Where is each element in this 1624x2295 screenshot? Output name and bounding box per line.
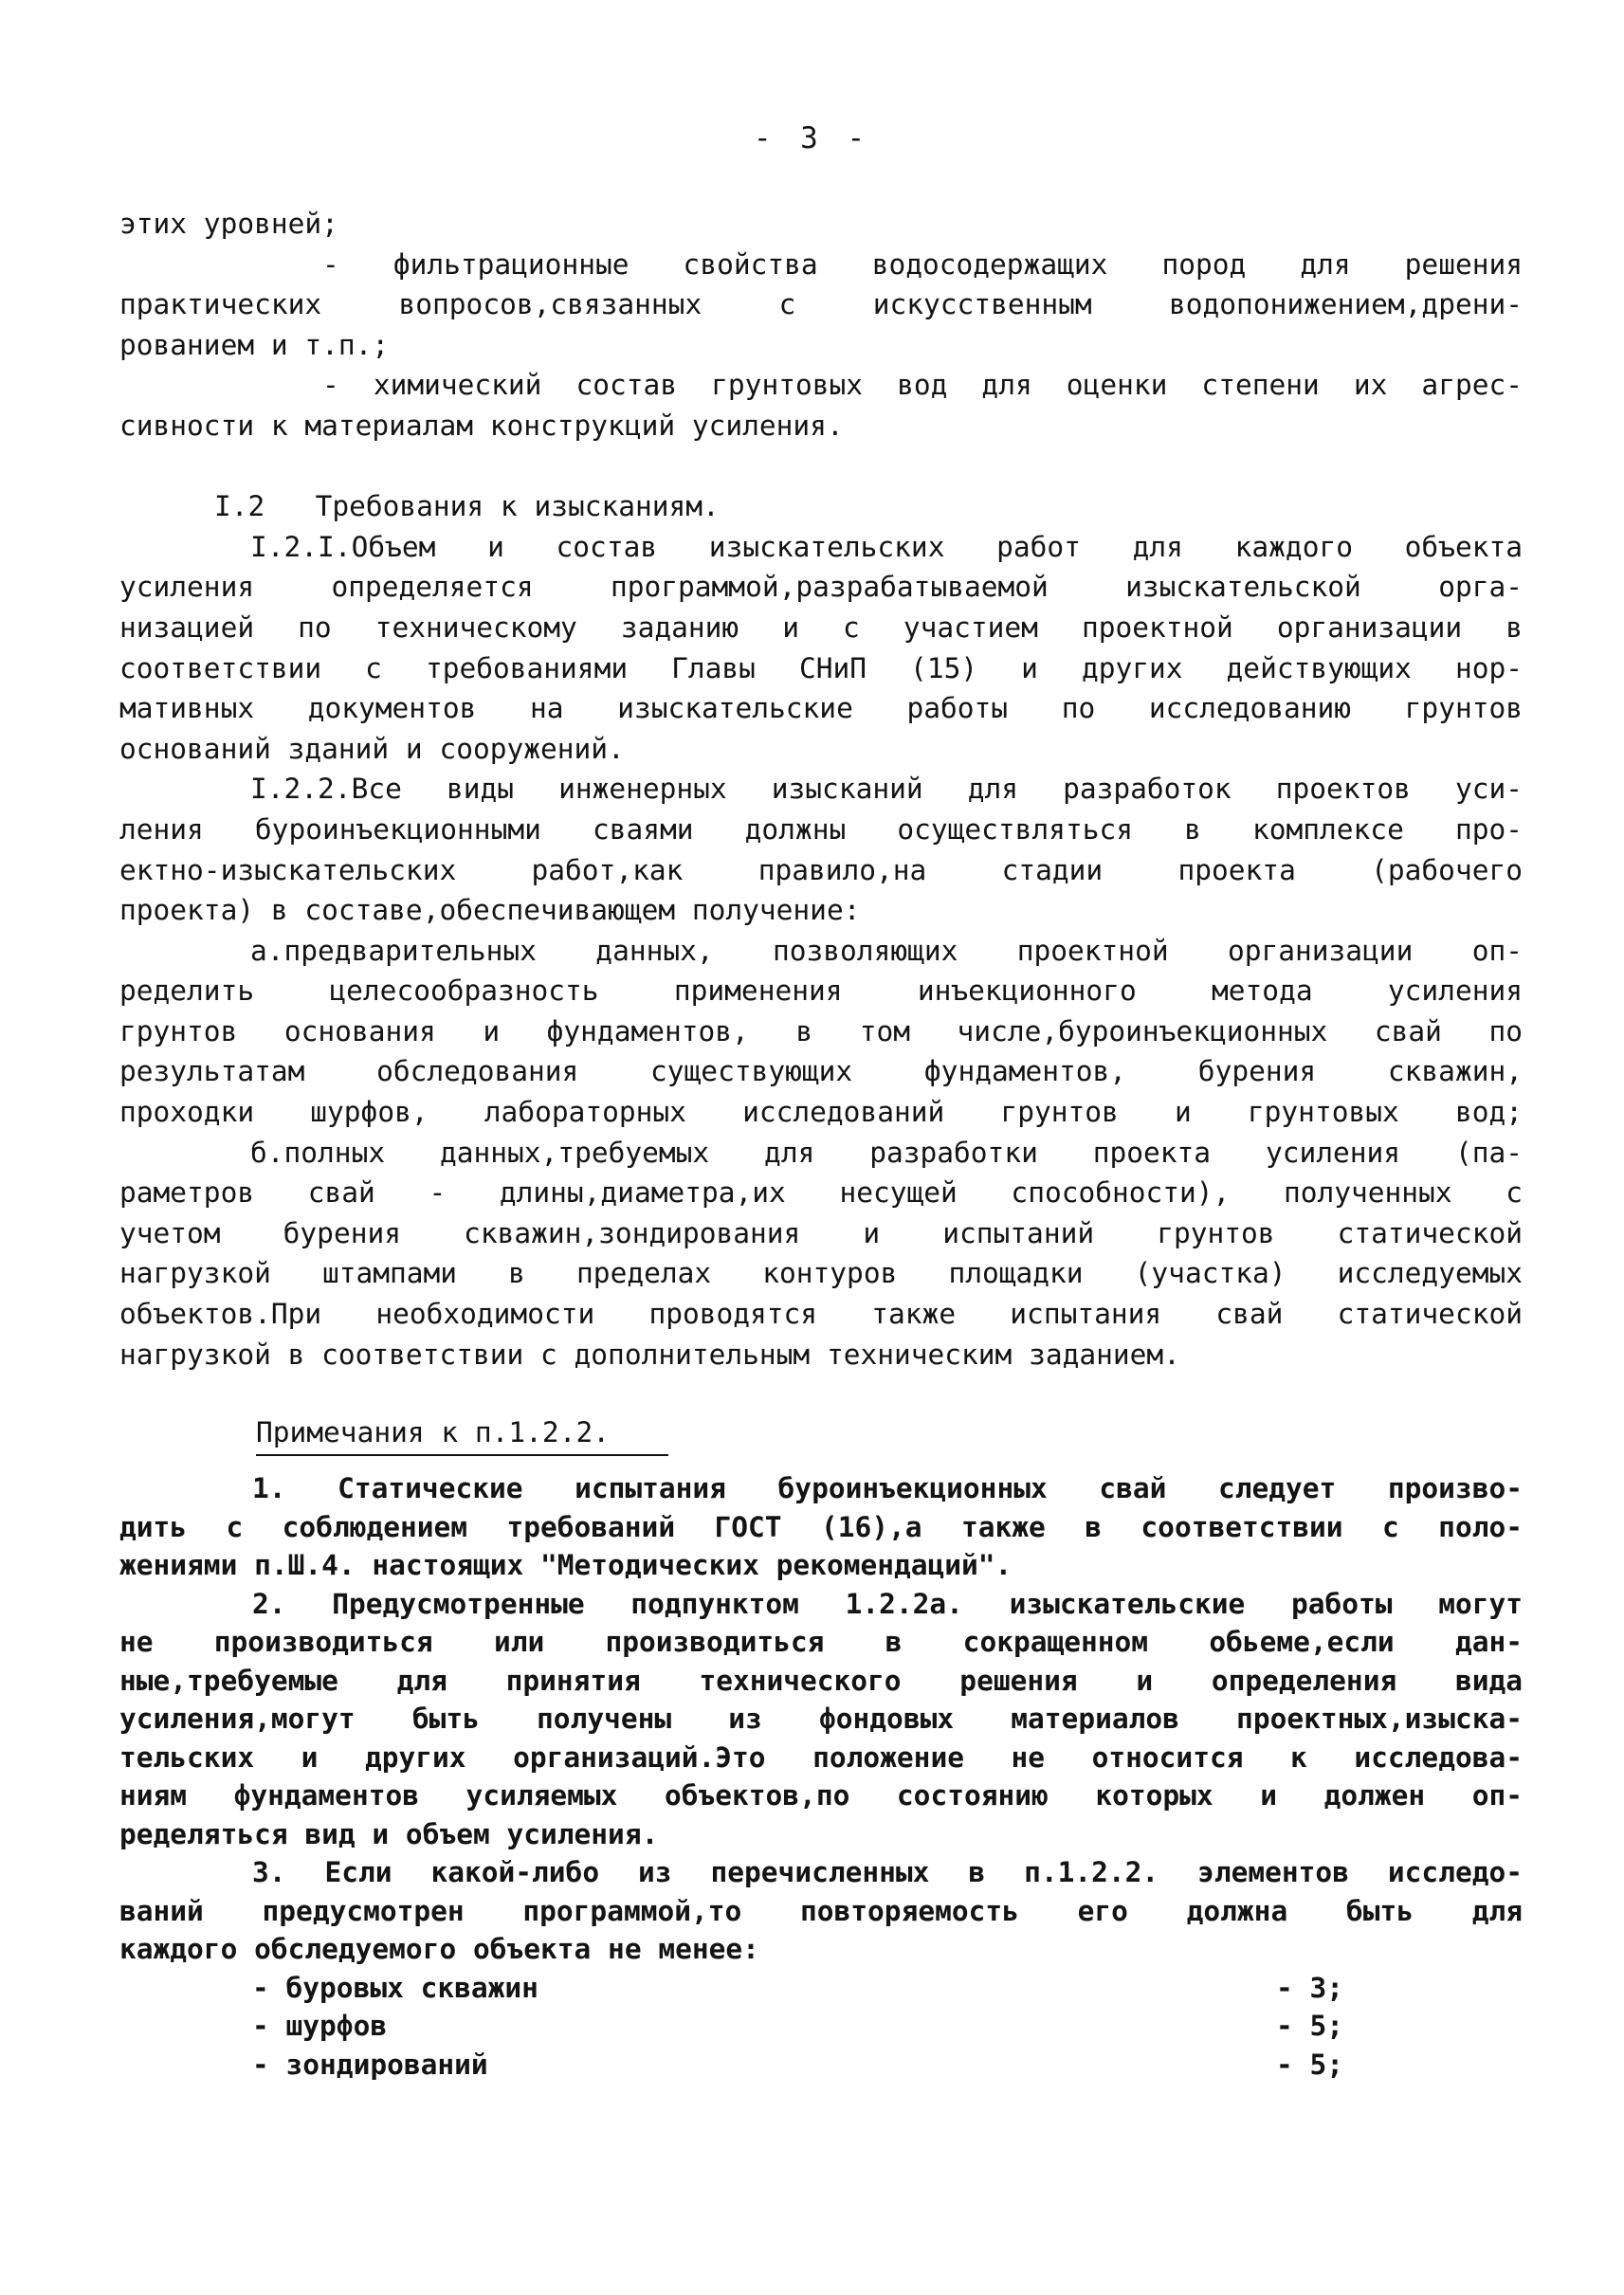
document-body — [119, 204, 1523, 2084]
text-line: а.предварительных данных, позволяющих проектной организации оп- — [250, 934, 1523, 967]
text-line: раметров свай - длины,диаметра,их несущей способности), полученных с — [119, 1176, 1523, 1210]
spacer — [119, 446, 1523, 487]
list-item-value: - 5; — [1276, 2048, 1344, 2081]
list-item — [119, 2007, 1523, 2046]
paragraph-1-2-2 — [119, 769, 1523, 930]
text-line: 1. Статические испытания буроинъекционных свай следует произво- — [252, 1472, 1523, 1505]
list-item-label: - шурфов — [252, 2010, 388, 2043]
text-line: мативных документов на изыскательские работы по исследованию грунтов — [119, 692, 1523, 725]
text-line: низацией по техническому заданию и с участием проектной организации в — [119, 610, 1523, 644]
text-line: тельских и других организаций.Это положение не относится к исследова- — [119, 1740, 1523, 1774]
note-2 — [119, 1585, 1523, 1854]
text-line: каждого обследуемого объекта не менее: — [119, 1933, 759, 1966]
item-a — [119, 931, 1523, 1133]
text-line: рованием и т.п.; — [119, 328, 390, 361]
text-line: дить с соблюдением требований ГОСТ (16),а также в соответствии с поло- — [119, 1510, 1523, 1543]
text-line: грунтов основания и фундаментов, в том числе,буроинъекционных свай по — [119, 1014, 1523, 1047]
text-line: проекта) в составе,обеспечивающем получение: — [119, 894, 861, 927]
text-line: I.2.2.Все виды инженерных изысканий для разработок проектов уси- — [250, 773, 1523, 806]
text-line: жениями п.Ш.4. настоящих "Методических рекомендаций". — [119, 1549, 1013, 1582]
text-line: нагрузкой в соответствии с дополнительным техническим заданием. — [119, 1338, 1180, 1371]
text-line: ределить целесообразность применения инъекционного метода усиления — [119, 974, 1523, 1008]
text-line: ниям фундаментов усиляемых объектов,по состоянию которых и должен оп- — [119, 1779, 1523, 1812]
list-item-label: - зондирований — [252, 2048, 488, 2081]
text-line: учетом бурения скважин,зондирования и испытаний грунтов статической — [119, 1216, 1523, 1249]
page-number: - 3 - — [753, 121, 871, 155]
text-line: не производиться или производиться в сокращенном обьеме,если дан- — [119, 1626, 1523, 1659]
text-line: оснований зданий и сооружений. — [119, 732, 625, 765]
text-line: 3. Если какой-либо из перечисленных в п.1.2.2. элементов исследо- — [252, 1856, 1523, 1889]
text-line: б.полных данных,требуемых для разработки проекта усиления (па- — [250, 1136, 1523, 1169]
text-line: 2. Предусмотренные подпунктом 1.2.2а. изыскательские работы могут — [252, 1587, 1523, 1620]
section-title: I.2 Требования к изысканиям. — [214, 490, 720, 523]
text-line: усиления,могут быть получены из фондовых материалов проектных,изыска- — [119, 1703, 1523, 1736]
text-line: этих уровней; — [119, 208, 338, 240]
text-line: усиления определяется программой,разрабатываемой изыскательской орга- — [119, 571, 1523, 604]
list-item-label: - буровых скважин — [252, 1971, 538, 2004]
notes-underline — [256, 1454, 668, 1456]
list-item-value: - 3; — [1276, 1971, 1344, 2004]
list-item — [119, 2046, 1523, 2085]
item-b — [119, 1133, 1523, 1375]
list-item-value: - 5; — [1276, 2010, 1344, 2043]
list-item — [119, 1969, 1523, 2008]
text-line: объектов.При необходимости проводятся также испытания свай статической — [119, 1298, 1523, 1331]
text-line: ные,требуемые для принятия технического решения и определения вида — [119, 1664, 1523, 1697]
intro-paragraph — [119, 204, 1523, 446]
notes-title: Примечания к п.1.2.2. — [256, 1416, 610, 1449]
text-line: - фильтрационные свойства водосодержащих пород для решения — [322, 247, 1523, 281]
text-line: нагрузкой штампами в пределах контуров площадки (участка) исследуемых — [119, 1257, 1523, 1290]
paragraph-1-2-1 — [119, 527, 1523, 770]
text-line: ваний предусмотрен программой,то повторяемость его должна быть для — [119, 1894, 1523, 1927]
note-3 — [119, 1853, 1523, 1969]
note-1 — [119, 1469, 1523, 1585]
repeat-list — [119, 1969, 1523, 2085]
text-line: ределяться вид и объем усиления. — [119, 1817, 659, 1850]
text-line: проходки шурфов, лабораторных исследований грунтов и грунтовых вод; — [119, 1096, 1523, 1129]
text-line: ления буроинъекционными сваями должны осуществляться в комплексе про- — [119, 812, 1523, 846]
text-line: I.2.I.Объем и состав изыскательских работ для каждого объекта — [250, 530, 1523, 563]
text-line: - химический состав грунтовых вод для оценки степени их агрес- — [322, 369, 1523, 402]
text-line: соответствии с требованиями Главы СНиП (15) и других действующих нор- — [119, 651, 1523, 684]
text-line: практических вопросов,связанных с искусственным водопонижением,дрени- — [119, 288, 1523, 321]
text-line: сивности к материалам конструкций усиления. — [119, 409, 844, 442]
text-line: результатам обследования существующих фундаментов, бурения скважин, — [119, 1055, 1523, 1088]
text-line: ектно-изыскательских работ,как правило,на стадии проекта (рабочего — [119, 853, 1523, 886]
